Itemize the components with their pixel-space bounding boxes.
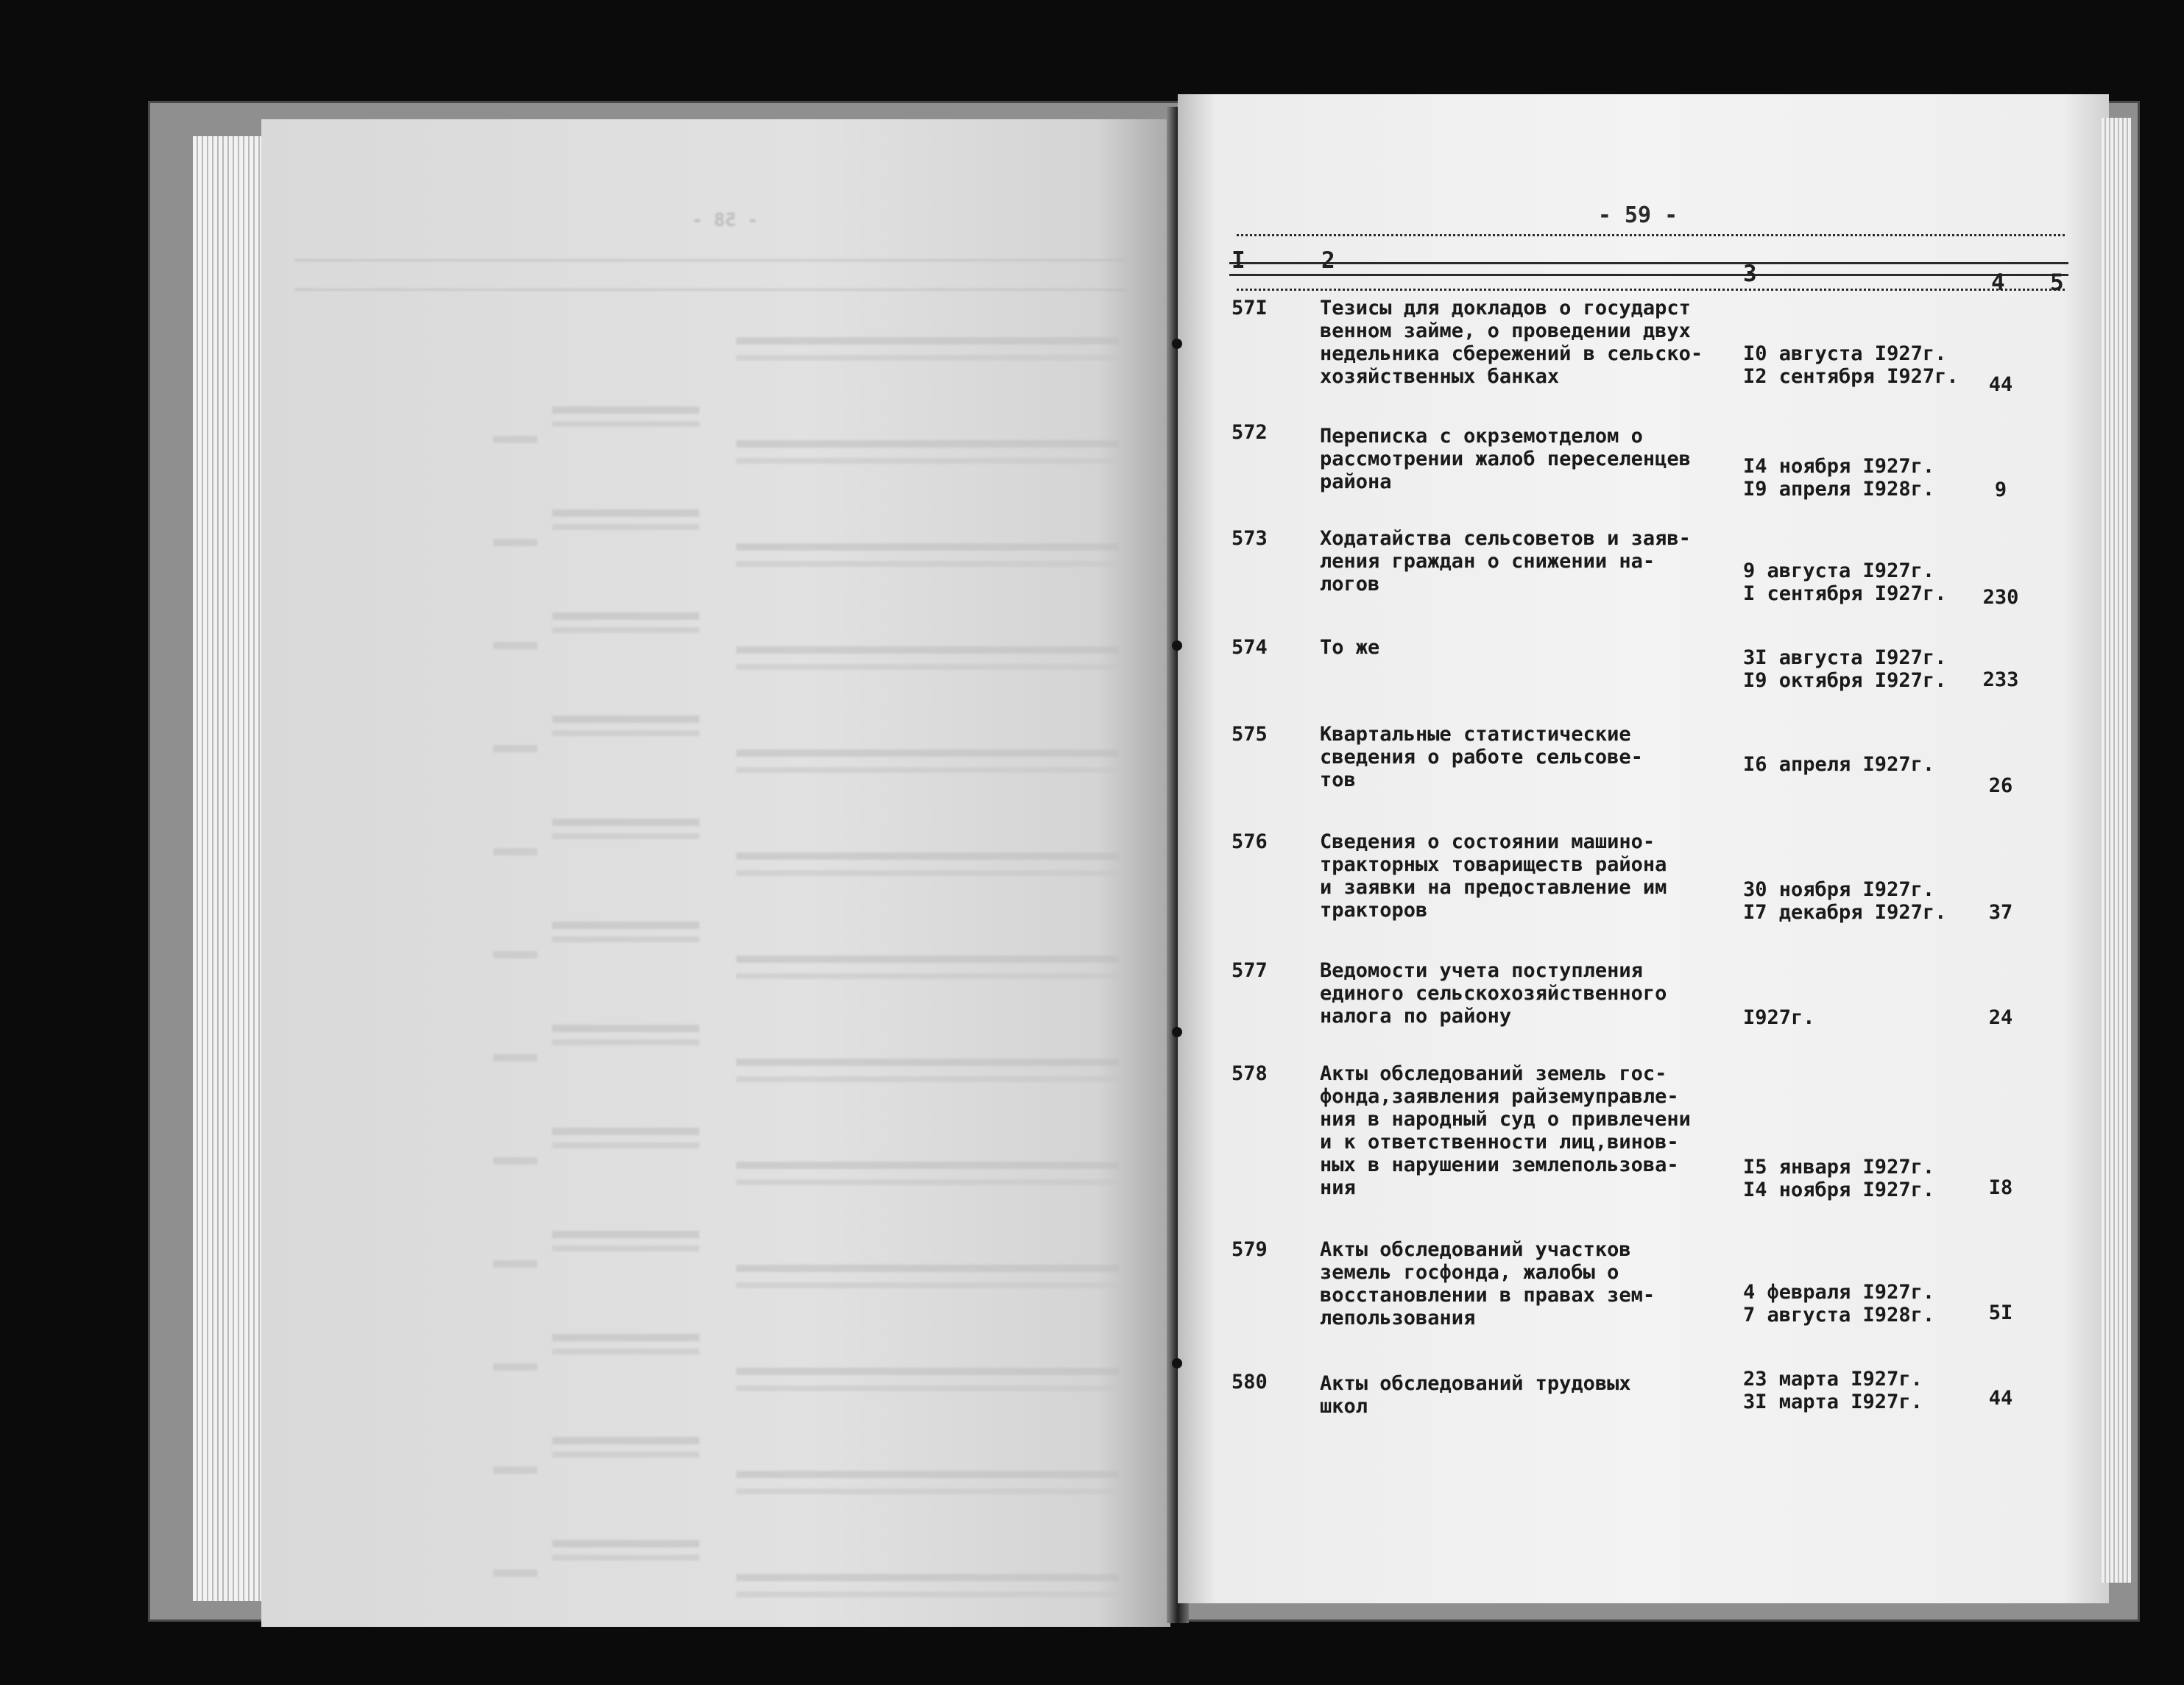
row-sheets: 24 (1988, 1006, 2013, 1029)
row-sheets: 233 (1982, 668, 2019, 691)
row-dates: I5 января I927г. I4 ноября I927г. (1743, 1156, 1935, 1201)
header-rule-bottom (1237, 289, 2065, 291)
row-dates: 9 августа I927г. I сентября I927г. (1743, 559, 1947, 605)
row-title: Акты обследований трудовых школ (1320, 1372, 1631, 1418)
row-dates: 30 ноября I927г. I7 декабря I927г. (1743, 878, 1947, 924)
show-through-text (261, 119, 1170, 1627)
row-number: 57I (1231, 297, 1268, 319)
row-title: Тезисы для докладов о государст венном займе, о проведении двух недельника сбережений в сельско- хозяйственных банках (1320, 297, 1703, 388)
row-number: 578 (1231, 1062, 1268, 1085)
row-number: 572 (1231, 421, 1268, 444)
column-number-2: 2 (1321, 247, 1335, 274)
binding-hole (1172, 1358, 1182, 1368)
column-number-4: 4 (1991, 269, 2005, 296)
column-number-5: 5 (2050, 269, 2064, 296)
column-number-1: I (1231, 247, 1245, 274)
row-sheets: I8 (1988, 1176, 2013, 1199)
row-dates: I4 ноября I927г. I9 апреля I928г. (1743, 455, 1935, 501)
page-edges-right (2102, 118, 2131, 1583)
left-page (261, 119, 1170, 1627)
binding-hole (1172, 1027, 1182, 1037)
row-title: Сведения о состоянии машино- тракторных товариществ района и заявки на предоставление им тракторов (1320, 830, 1667, 922)
row-number: 576 (1231, 830, 1268, 853)
binding-hole (1172, 339, 1182, 349)
row-dates: 23 марта I927г. 3I марта I927г. (1743, 1368, 1923, 1413)
row-title: Ходатайства сельсоветов и заяв- ления граждан о снижении на- логов (1320, 527, 1691, 596)
row-dates: 4 февраля I927г. 7 августа I928г. (1743, 1281, 1935, 1327)
page-number: - 59 - (1597, 202, 1678, 228)
header-rule-lower (1229, 274, 2068, 276)
row-number: 580 (1231, 1371, 1268, 1393)
row-sheets: 5I (1988, 1301, 2013, 1324)
row-number: 575 (1231, 723, 1268, 746)
row-sheets: 44 (1988, 1387, 2013, 1410)
row-dates: 3I августа I927г. I9 октября I927г. (1743, 646, 1947, 692)
binding-hole (1172, 640, 1182, 651)
row-sheets: 9 (1994, 478, 2007, 501)
row-number: 573 (1231, 527, 1268, 550)
row-dates: I6 апреля I927г. (1743, 753, 1935, 776)
header-rule-top (1237, 234, 2065, 236)
row-dates: I0 августа I927г. I2 сентября I927г. (1743, 342, 1959, 388)
header-rule-upper (1229, 262, 2068, 264)
row-sheets: 230 (1982, 586, 2019, 609)
row-number: 574 (1231, 636, 1268, 659)
row-number: 579 (1231, 1238, 1268, 1261)
row-title: Переписка с окрземотделом о рассмотрении жалоб переселенцев района (1320, 425, 1691, 493)
row-title: Акты обследований участков земель госфонда, жалобы о восстановлении в правах зем- лепользования (1320, 1238, 1655, 1329)
row-title: Акты обследований земель гос- фонда,заявления райземуправле- ния в народный суд о привлечени и к ответственности лиц,винов- ных в нарушении землепользова- ния (1320, 1062, 1691, 1199)
ghost-text-block (736, 311, 1119, 1599)
row-number: 577 (1231, 959, 1268, 982)
ghost-sheet-block (493, 355, 537, 1606)
row-sheets: 44 (1988, 373, 2013, 396)
row-title: То же (1320, 636, 1380, 659)
row-title: Квартальные статистические сведения о работе сельсове- тов (1320, 723, 1643, 791)
ghost-page-number: - 58 - (691, 209, 758, 230)
row-dates: I927г. (1743, 1006, 1815, 1029)
row-sheets: 26 (1988, 774, 2013, 797)
row-title: Ведомости учета поступления единого сельскохозяйственного налога по району (1320, 959, 1667, 1028)
ghost-date-block (552, 340, 699, 1592)
column-number-3: 3 (1743, 261, 1757, 287)
row-sheets: 37 (1988, 901, 2013, 924)
page-edges-left (193, 136, 266, 1601)
